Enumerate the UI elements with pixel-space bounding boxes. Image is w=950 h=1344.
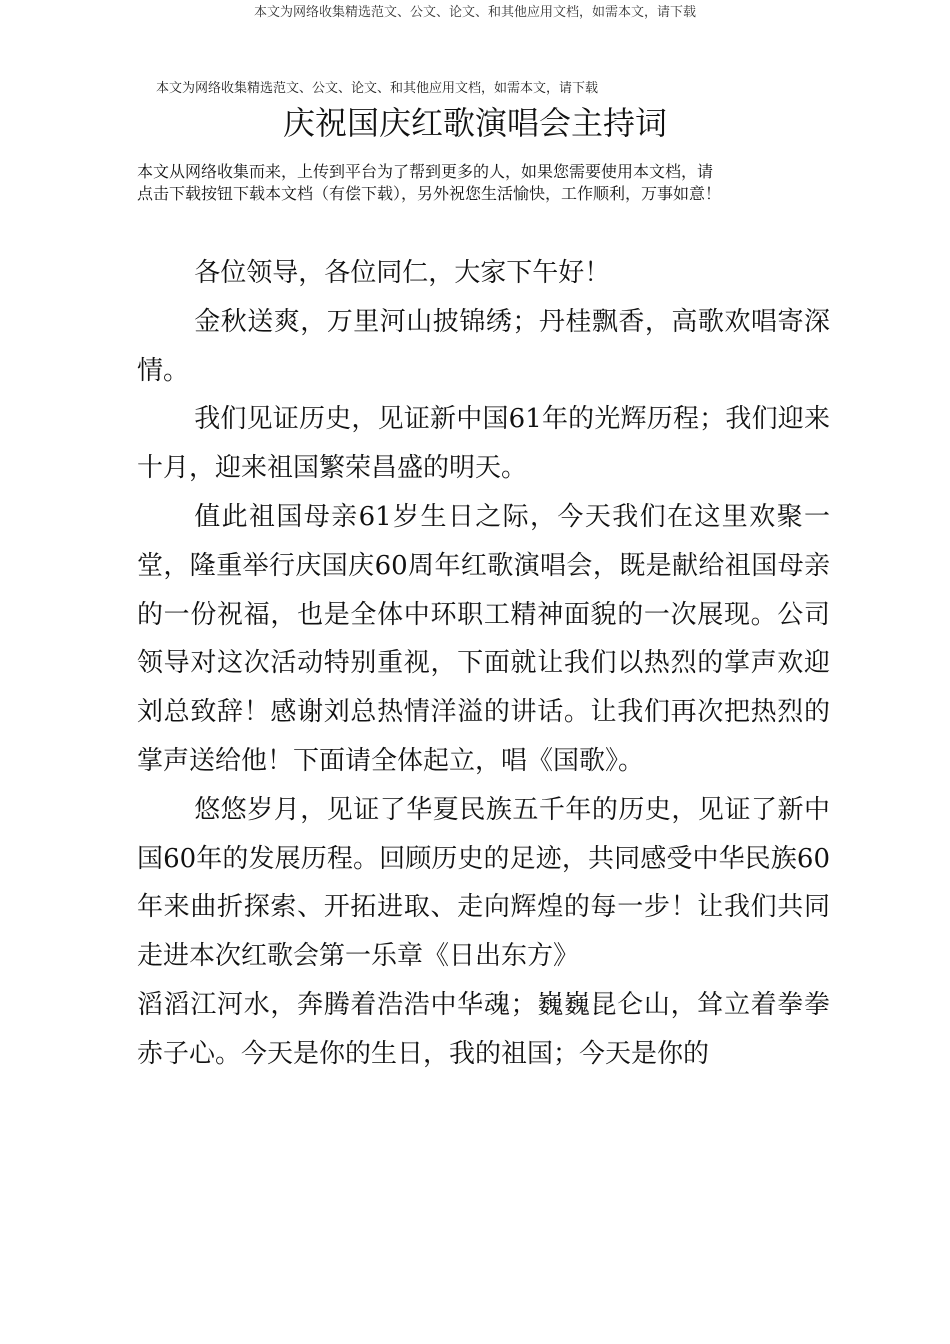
download-notice-line: 本文从网络收集而来，上传到平台为了帮到更多的人，如果您需要使用本文档，请 (137, 162, 714, 181)
inner-header-banner: 本文为网络收集精选范文、公文、论文、和其他应用文档，如需本文，请下载 (156, 81, 599, 96)
greeting-paragraph: 各位领导，各位同仁，大家下午好！ (194, 258, 611, 288)
document-body (137, 249, 830, 1079)
download-notice-line: 点击下载按钮下载本文档（有偿下载），另外祝您生活愉快，工作顺利，万事如意！ (137, 184, 722, 203)
download-notice (137, 161, 837, 205)
body-paragraph: 滔滔江河水，奔腾着浩浩中华魂；巍巍昆仑山，耸立着拳拳赤子心。今天是你的生日，我的祖国；今天是你的 (137, 989, 830, 1069)
body-paragraph: 值此祖国母亲61岁生日之际，今天我们在这里欢聚一堂，隆重举行庆国庆60周年红歌演唱会，既是献给祖国母亲的一份祝福，也是全体中环职工精神面貌的一次展现。公司领导对这次活动特别重视，下面就让我们以热烈的掌声欢迎刘总致辞！感谢刘总热情洋溢的讲话。让我们再次把热烈的掌声送给他！下面请全体起立，唱《国歌》。 (137, 501, 830, 776)
document-title: 庆祝国庆红歌演唱会主持词 (282, 104, 667, 142)
page-header-banner: 本文为网络收集精选范文、公文、论文、和其他应用文档，如需本文，请下载 (253, 5, 696, 20)
body-paragraph: 金秋送爽，万里河山披锦绣；丹桂飘香，高歌欢唱寄深情。 (137, 306, 830, 386)
body-paragraph: 我们见证历史，见证新中国61年的光辉历程；我们迎来十月，迎来祖国繁荣昌盛的明天。 (137, 404, 830, 484)
body-paragraph: 悠悠岁月，见证了华夏民族五千年的历史，见证了新中国60年的发展历程。回顾历史的足迹，共同感受中华民族60年来曲折探索、开拓进取、走向辉煌的每一步！让我们共同走进本次红歌会第一乐章《日出东方》 (137, 794, 830, 972)
